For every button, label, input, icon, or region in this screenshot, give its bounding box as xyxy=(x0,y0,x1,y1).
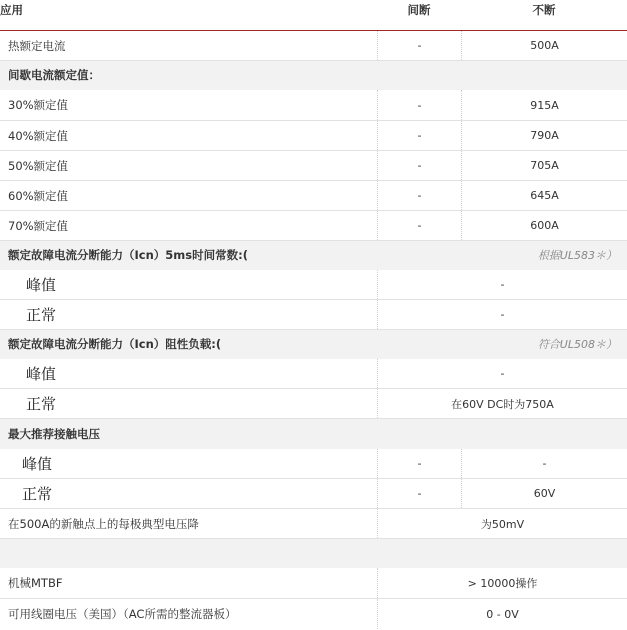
row-label: 正常 xyxy=(22,485,53,503)
merged-value: 0 - 0V xyxy=(377,599,627,629)
row-label: 40%额定值 xyxy=(8,128,69,143)
table-row xyxy=(0,31,627,61)
continuous-value: - xyxy=(461,449,627,478)
table-row xyxy=(0,181,627,211)
row-label: 峰值 xyxy=(22,455,53,473)
continuous-value: 60V xyxy=(461,479,627,508)
intermittent-value: - xyxy=(377,90,461,120)
continuous-value: 600A xyxy=(461,211,627,240)
table-row xyxy=(0,599,627,629)
header-intermittent: 间断 xyxy=(407,3,431,17)
intermittent-value: - xyxy=(377,121,461,150)
table-row xyxy=(0,121,627,151)
section-label: 额定故障电流分断能力（Icn）5ms时间常数:( xyxy=(8,248,248,262)
merged-value: 在60V DC时为750A xyxy=(377,389,627,418)
table-row xyxy=(0,389,627,419)
header-continuous: 不断 xyxy=(532,3,556,17)
merged-value: 为50mV xyxy=(377,509,627,538)
intermittent-value: - xyxy=(377,181,461,210)
row-label: 在500A的新触点上的每极典型电压降 xyxy=(8,516,199,531)
table-row xyxy=(0,151,627,181)
row-label: 70%额定值 xyxy=(8,218,69,233)
row-label: 峰值 xyxy=(26,276,57,294)
merged-value: - xyxy=(377,359,627,388)
row-label: 机械MTBF xyxy=(8,576,63,590)
standard-note: 根据UL583＊） xyxy=(537,249,617,262)
continuous-value: 645A xyxy=(461,181,627,210)
intermittent-value: - xyxy=(377,479,461,508)
standard-note: 符合UL508＊） xyxy=(537,338,617,351)
row-label: 30%额定值 xyxy=(8,98,69,112)
merged-value: - xyxy=(377,300,627,329)
row-label: 50%额定值 xyxy=(8,158,69,173)
table-row xyxy=(0,211,627,241)
intermittent-value: - xyxy=(377,449,461,478)
continuous-value: 915A xyxy=(461,90,627,120)
continuous-value: 790A xyxy=(461,121,627,150)
intermittent-value: - xyxy=(377,211,461,240)
continuous-value: 705A xyxy=(461,151,627,180)
section-label: 间歇电流额定值： xyxy=(8,68,100,82)
row-label: 正常 xyxy=(26,395,57,413)
table-row xyxy=(0,568,627,599)
intermittent-value: - xyxy=(377,151,461,180)
spacer-row xyxy=(0,539,627,568)
row-label: 热额定电流 xyxy=(8,38,66,53)
row-label: 可用线圈电压（美国）（AC所需的整流器板） xyxy=(8,607,237,621)
merged-value: - xyxy=(377,270,627,299)
intermittent-value: - xyxy=(377,31,461,60)
table-header xyxy=(0,0,627,31)
section-header xyxy=(0,61,627,90)
table-row xyxy=(0,300,627,330)
table-row xyxy=(0,449,627,479)
section-header xyxy=(0,419,627,449)
row-label: 60%额定值 xyxy=(8,188,69,203)
row-label: 正常 xyxy=(26,306,57,324)
section-label: 最大推荐接触电压 xyxy=(8,426,100,441)
table-row xyxy=(0,90,627,121)
section-header xyxy=(0,241,627,270)
table-row xyxy=(0,509,627,539)
section-header xyxy=(0,330,627,359)
table-row xyxy=(0,270,627,300)
continuous-value: 500A xyxy=(461,31,627,60)
header-application: 应用 xyxy=(0,3,23,17)
section-label: 额定故障电流分断能力（Icn）阻性负载:( xyxy=(8,337,222,351)
merged-value: > 10000操作 xyxy=(377,568,627,598)
table-row xyxy=(0,479,627,509)
table-row xyxy=(0,359,627,389)
row-label: 峰值 xyxy=(26,365,57,383)
